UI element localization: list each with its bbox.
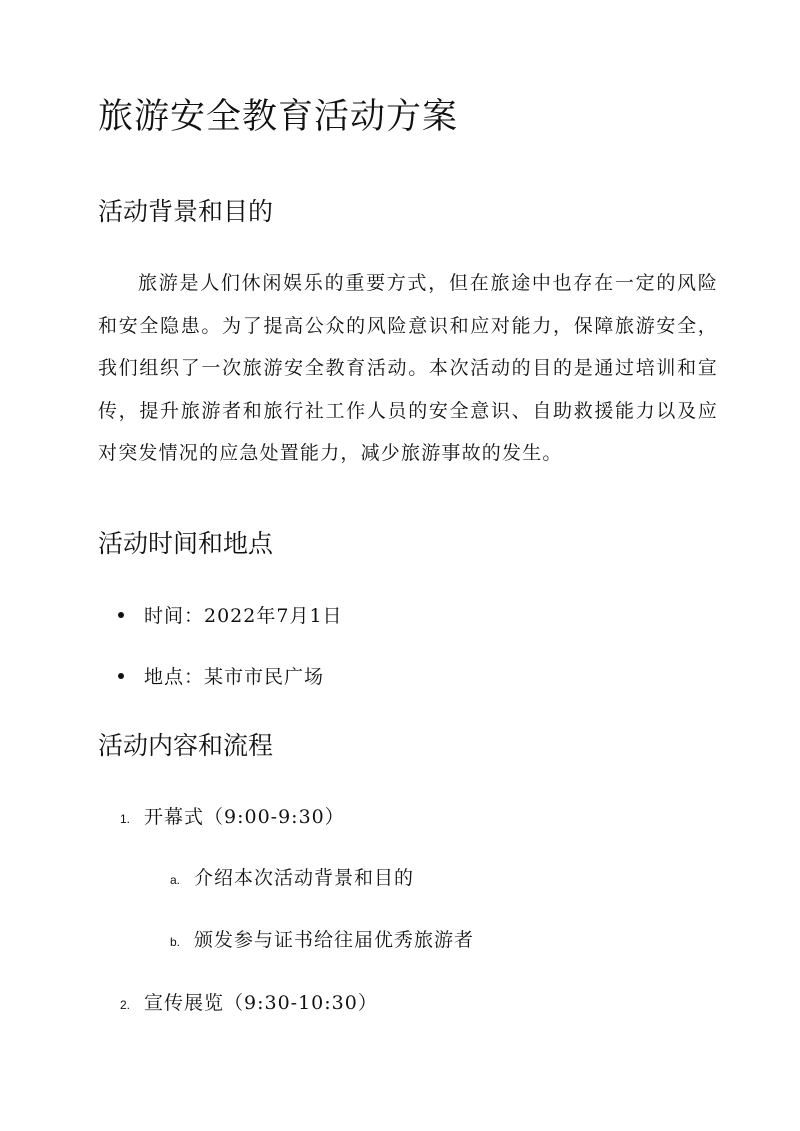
list-item-time bbox=[118, 602, 343, 630]
list-item-text: 时间：2022年7月1日 bbox=[144, 605, 343, 627]
list-item-place bbox=[118, 663, 324, 691]
background-paragraph: 旅游是人们休闲娱乐的重要方式，但在旅途中也存在一定的风险和安全隐患。为了提高公众的风险意识和应对能力，保障旅游安全，我们组织了一次旅游安全教育活动。本次活动的目的是通过培训和宣传，提升旅游者和旅行社工作人员的安全意识、自助救援能力以及应对突发情况的应急处置能力，减少旅游事故的发生。 bbox=[98, 272, 718, 464]
list-item-text: 开幕式（9:00-9:30） bbox=[144, 806, 345, 828]
list-item-text: 介绍本次活动背景和目的 bbox=[194, 867, 415, 889]
section-heading-background: 活动背景和目的 bbox=[98, 197, 274, 226]
bullet-icon bbox=[118, 612, 124, 618]
list-item-text: 地点：某市市民广场 bbox=[144, 666, 325, 688]
bullet-icon bbox=[118, 673, 124, 679]
numbered-item-exhibition bbox=[120, 989, 378, 1019]
list-item-text: 颁发参与证书给往届优秀旅游者 bbox=[194, 929, 475, 951]
list-marker: 2. bbox=[120, 998, 131, 1012]
sub-item-a bbox=[170, 864, 414, 894]
document-title: 旅游安全教育活动方案 bbox=[98, 97, 459, 137]
section-heading-content-flow: 活动内容和流程 bbox=[98, 731, 274, 760]
numbered-item-opening bbox=[120, 803, 345, 833]
list-marker: a. bbox=[170, 873, 181, 887]
sub-item-b bbox=[170, 926, 474, 956]
list-marker: b. bbox=[170, 935, 181, 949]
list-item-text: 宣传展览（9:30-10:30） bbox=[144, 992, 378, 1014]
list-marker: 1. bbox=[120, 812, 131, 826]
section-heading-time-place: 活动时间和地点 bbox=[98, 529, 274, 558]
